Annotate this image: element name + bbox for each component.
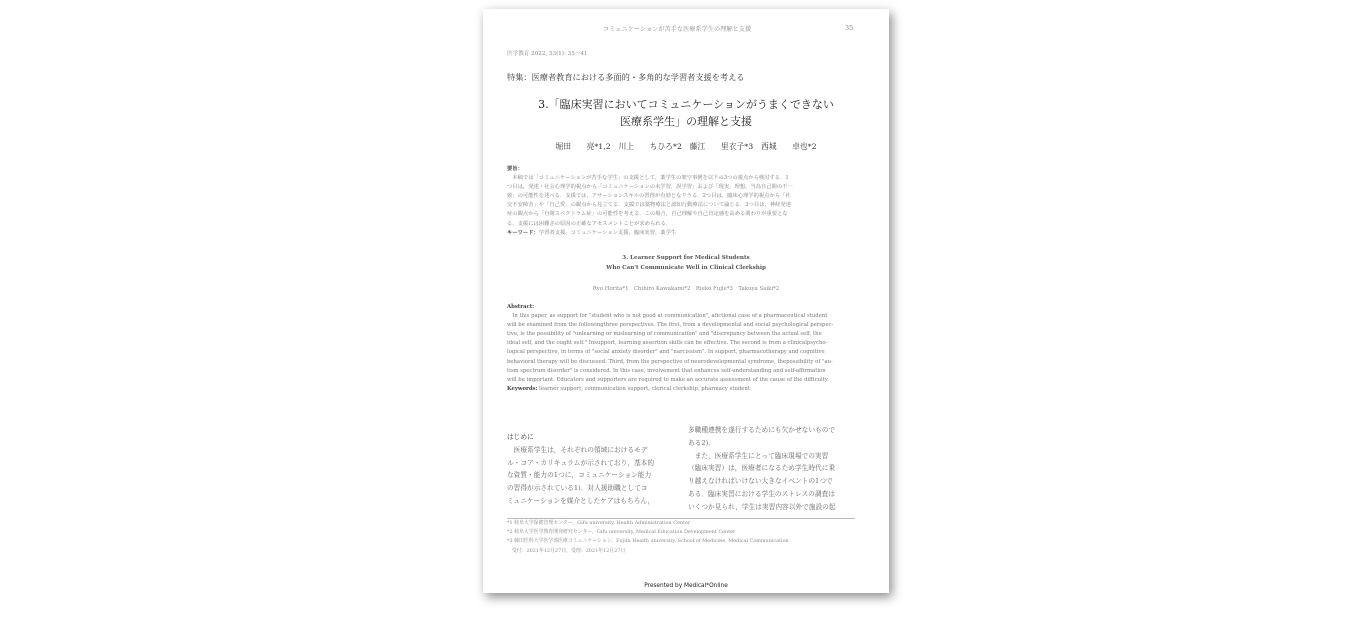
body-line: （臨床実習）は，医療者になるため学生時代に乗 [688, 464, 836, 473]
running-header: コミュニケーションが苦手な医療系学生の理解と支援 [603, 26, 752, 33]
footnote: *1 岐阜大学保健管理センター，Gifu university, Health Administration Center [507, 520, 691, 526]
footnote: *2 岐阜大学医学教育開発研究センター，Gifu university, Medical Education Development Center [507, 529, 736, 536]
title-ja-line-2: 医療系学生」の理解と支援 [620, 115, 752, 128]
body-line: 多職種連携を遂行するためにも欠かせないもので [688, 426, 836, 434]
footnotes [507, 519, 855, 556]
body-line: いくつか見られ，学生は実習内容以外で施設の起 [688, 502, 836, 511]
paper-page [483, 9, 889, 593]
abstract-ja-line: る．支援には困難さの原因の正確なアセスメントことが求められる． [507, 220, 672, 227]
title-en-line-1: 3. Learner Support for Medical Students [622, 255, 750, 261]
body-line: の習得が示されている1)．対人援助職としてコ [507, 484, 648, 493]
keywords-en-label: Keywords: [507, 385, 538, 392]
body-line: また，医療系学生にとって臨床現場での実習 [688, 451, 829, 460]
body-column-left [507, 431, 685, 508]
journal-reference: 医学教育 2022, 53(1): 35〜41 [507, 51, 588, 57]
body-line: ある2)． [688, 438, 715, 447]
body-column-right [688, 424, 866, 514]
abstract-en [507, 303, 855, 394]
body-line: ある．臨床実習における学生のストレスの調査は [688, 489, 835, 498]
abstract-en-line: tive, is the possibility of "unlearning or mislearning of communication" and "discrepancy between the actual self, the [507, 331, 822, 338]
authors-ja: 堀田 亮*1,2 川上 ちひろ*2 藤江 里衣子*3 西城 卓也*2 [555, 142, 817, 151]
abstract-en-line: ideal self, and the ought self." Insupport, learning assertion skills can be effective. The second is from a clinicalpsycho- [507, 340, 828, 347]
abstract-en-line: tism spectrum disorder" is considered. In this case, involvement that enhances self-understanding and self-affirmation [507, 367, 826, 374]
abstract-en-line: will be examined from the followingthree perspectives. The first, from a developmental and social psychological perspec- [507, 322, 834, 329]
body-line: ミュニケーションを媒介としたケアはもちろん， [507, 496, 655, 505]
abstract-en-label: Abstract: [507, 304, 535, 310]
body-line: な資質・能力の1つに，コミュニケーション能力 [507, 471, 652, 480]
abstract-en-line: logical perspective, in terms of "social anxiety disorder" and "narcissism". In support, pharmacotherapy and cognitive [507, 349, 825, 356]
abstract-en-line: In this paper, as support for "student who is not good at communication", afictional case of a pharmaceutical student [507, 313, 828, 320]
received-date: 受付：2021年12月27日，受理：2021年12月27日 [507, 547, 626, 554]
abstract-ja-line: 症の観点から「自閉スペクトラム症」の可能性を考える．この場合，自己理解や自己肯定感を高める関わりが重要とな [507, 211, 788, 218]
keywords-ja: 学習者支援，コミュニケーション支援，臨床実習，薬学生 [538, 229, 677, 236]
abstract-en-line: will be important. Educators and supporters are required to make an accurate assessment of the cause of the difficulty. [507, 376, 829, 383]
abstract-ja-label: 要旨： [507, 166, 523, 172]
abstract-ja [507, 165, 855, 238]
keywords-ja-label: キーワード： [507, 229, 539, 236]
section-heading: はじめに [507, 433, 534, 441]
presented-by-footer: Presented by Medical*Online [644, 583, 728, 589]
footnote: *3 藤田医科大学医学部医療コミュニケーション，Fujita Health university, School of Medicine, Medical Communication [507, 538, 789, 545]
title-ja-line-1: 3.「臨床実習においてコミュニケーションがうまくできない [538, 98, 834, 111]
title-en-line-2: Who Can't Communicate Well in Clinical Clerkship [606, 265, 766, 271]
body-line: り越えなければいけない大きなイベントの1つで [688, 477, 833, 486]
abstract-en-line: behavioral therapy will be discussed. Third, from the perspective of neurodevelopmental syndrome, thepossibility of "au- [507, 358, 833, 365]
authors-en: Ryo Horita*1 Chihiro Kawakami*2 Rieko Fujie*3 Takuya Saiki*2 [592, 286, 780, 292]
abstract-ja-line: 交不安障害」や「自己愛」の観点から見立てる．支援では薬物療法と認知行動療法について論じる．3つ目は，神経発達 [507, 202, 792, 209]
body-line: 医療系学生は，それぞれの領域におけるモデ [507, 445, 648, 454]
page-number: 35 [845, 24, 854, 32]
body-line: ル・コア・カリキュラムが示されており，基本的 [507, 458, 655, 467]
abstract-ja-line: 致」の可能性を述べる．支援では，アサーションスキルの習得が有効となりうる．2つ目は，臨床心理学的視点から「社 [507, 193, 791, 200]
feature-heading: 特集：医療者教育における多面的・多角的な学習者支援を考える [507, 72, 745, 82]
keywords-en: learner support, communication support, clerical clerkship, pharmacy student [539, 385, 750, 392]
abstract-ja-line: 本稿では「コミュニケーションが苦手な学生」の支援として，薬学生の架空事例を以下の3つの視点から検討する．1 [507, 175, 789, 182]
abstract-ja-line: つ目は，発達・社会心理学的視点から「コミュニケーションの未学習，誤学習」および「現実，理想，当為自己間の不一 [507, 184, 793, 191]
